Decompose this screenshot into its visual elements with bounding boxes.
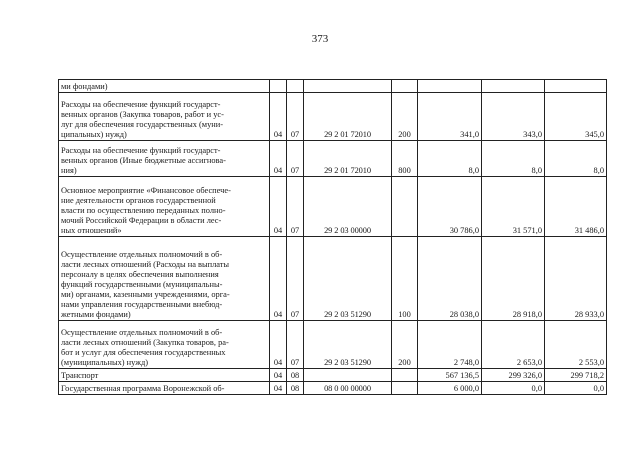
- cell-amount-2: 8,0: [482, 141, 545, 177]
- table-row: [59, 80, 607, 93]
- cell-target-code: 29 2 03 51290: [304, 321, 392, 369]
- cell-amount-1: 2 748,0: [418, 321, 482, 369]
- cell-amount-3: 0,0: [545, 382, 607, 395]
- cell-expense-group: 100: [392, 237, 418, 321]
- cell-name: [59, 382, 270, 395]
- row-description: Осуществление отдельных полномочий в об- ласти лесных отношений (Закупка товаров, ра- бот и услуг для обеспечения государственных (муниципальных) нужд): [61, 328, 229, 367]
- cell-name: [59, 141, 270, 177]
- cell-section: 04: [270, 321, 287, 369]
- cell-section: 04: [270, 369, 287, 382]
- cell-amount-2: 31 571,0: [482, 177, 545, 237]
- table-row: [59, 237, 607, 321]
- cell-amount-3: [545, 80, 607, 93]
- cell-section: 04: [270, 237, 287, 321]
- cell-amount-2: 299 326,0: [482, 369, 545, 382]
- cell-amount-3: 2 553,0: [545, 321, 607, 369]
- cell-subsection: 07: [287, 141, 304, 177]
- cell-name: [59, 93, 270, 141]
- cell-expense-group: [392, 80, 418, 93]
- cell-expense-group: [392, 369, 418, 382]
- page-number: 373: [311, 33, 329, 45]
- cell-subsection: 07: [287, 93, 304, 141]
- cell-amount-2: 0,0: [482, 382, 545, 395]
- cell-expense-group: 200: [392, 93, 418, 141]
- cell-expense-group: [392, 177, 418, 237]
- cell-section: 04: [270, 141, 287, 177]
- cell-amount-2: 28 918,0: [482, 237, 545, 321]
- cell-amount-1: 567 136,5: [418, 369, 482, 382]
- row-description: Расходы на обеспечение функций государст- венных органов (Закупка товаров, работ и ус- луг для обеспечения государственных (муни- ципальных) нужд): [61, 100, 224, 139]
- cell-amount-3: 299 718,2: [545, 369, 607, 382]
- table-row: [59, 141, 607, 177]
- cell-target-code: 08 0 00 00000: [304, 382, 392, 395]
- cell-expense-group: 200: [392, 321, 418, 369]
- cell-amount-1: 341,0: [418, 93, 482, 141]
- cell-amount-2: 2 653,0: [482, 321, 545, 369]
- cell-name: [59, 237, 270, 321]
- cell-target-code: 29 2 03 51290: [304, 237, 392, 321]
- cell-subsection: 07: [287, 321, 304, 369]
- cell-expense-group: [392, 382, 418, 395]
- cell-section: [270, 80, 287, 93]
- cell-amount-3: 345,0: [545, 93, 607, 141]
- cell-target-code: 29 2 01 72010: [304, 141, 392, 177]
- cell-name: [59, 177, 270, 237]
- cell-name: [59, 321, 270, 369]
- row-description: ми фондами): [61, 82, 108, 91]
- table-row: [59, 93, 607, 141]
- cell-subsection: [287, 80, 304, 93]
- cell-amount-1: 28 038,0: [418, 237, 482, 321]
- cell-name: [59, 369, 270, 382]
- row-description: Основное мероприятие «Финансовое обеспече- ние деятельности органов государственной власти по осуществлению переданных полно- мочий Российской Федерации в области лес- ных отношений»: [61, 186, 231, 235]
- cell-name: [59, 80, 270, 93]
- cell-amount-2: 343,0: [482, 93, 545, 141]
- table-row: [59, 382, 607, 395]
- row-description: Транспорт: [61, 371, 99, 380]
- cell-subsection: 07: [287, 237, 304, 321]
- row-description: Государственная программа Воронежской об-: [61, 384, 225, 393]
- table-row: [59, 177, 607, 237]
- cell-target-code: [304, 369, 392, 382]
- cell-section: 04: [270, 382, 287, 395]
- cell-amount-1: 30 786,0: [418, 177, 482, 237]
- cell-subsection: 08: [287, 369, 304, 382]
- cell-subsection: 07: [287, 177, 304, 237]
- cell-amount-1: [418, 80, 482, 93]
- table-row: [59, 369, 607, 382]
- cell-amount-1: 8,0: [418, 141, 482, 177]
- cell-amount-3: 8,0: [545, 141, 607, 177]
- cell-target-code: 29 2 01 72010: [304, 93, 392, 141]
- cell-amount-2: [482, 80, 545, 93]
- cell-section: 04: [270, 93, 287, 141]
- row-description: Осуществление отдельных полномочий в об- ласти лесных отношений (Расходы на выплаты персоналу в целях обеспечения выполнения функций государственными (муниципальны- ми) органами, казенными учреждениями, орга- нами управления государственными внебюд- жетными фондами): [61, 250, 230, 319]
- cell-target-code: 29 2 03 00000: [304, 177, 392, 237]
- row-description: Расходы на обеспечение функций государст- венных органов (Иные бюджетные ассигнова- ния): [61, 146, 226, 175]
- cell-amount-1: 6 000,0: [418, 382, 482, 395]
- cell-expense-group: 800: [392, 141, 418, 177]
- cell-amount-3: 31 486,0: [545, 177, 607, 237]
- cell-target-code: [304, 80, 392, 93]
- cell-amount-3: 28 933,0: [545, 237, 607, 321]
- cell-subsection: 08: [287, 382, 304, 395]
- cell-section: 04: [270, 177, 287, 237]
- budget-table: [58, 79, 607, 395]
- table-body: [59, 80, 607, 395]
- table-row: [59, 321, 607, 369]
